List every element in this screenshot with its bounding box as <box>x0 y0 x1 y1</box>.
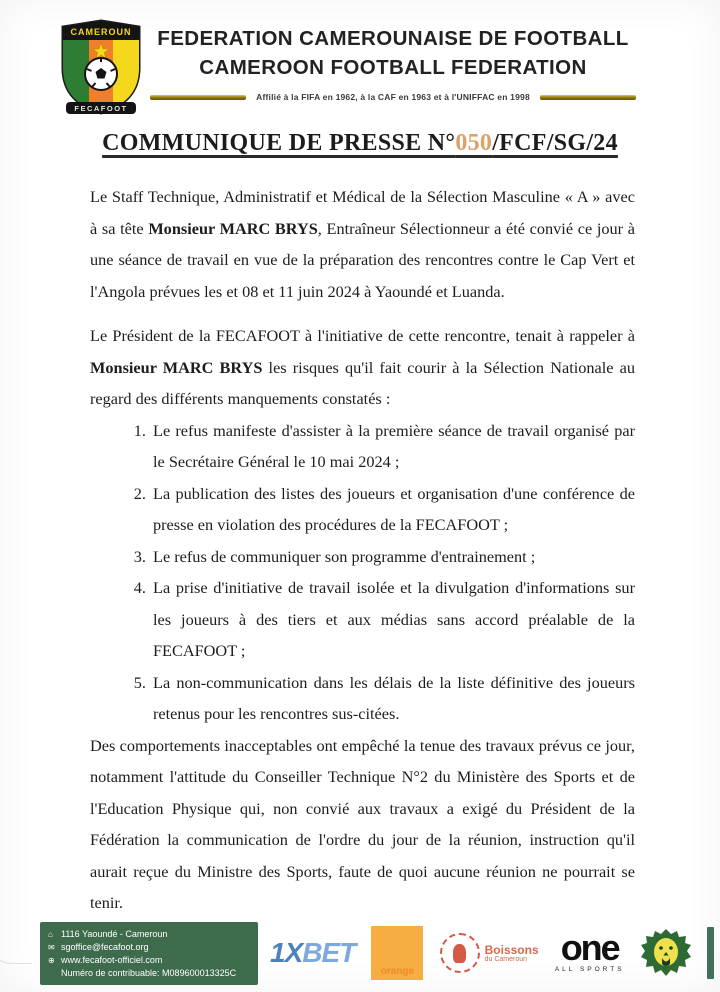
email-line <box>48 941 250 954</box>
indomitable-lions-logo <box>641 928 691 978</box>
sponsor-logos-row <box>270 926 714 980</box>
boissons-line1: Boissons <box>484 942 539 957</box>
one-all-sports-logo <box>554 927 625 973</box>
org-name-english: CAMEROON FOOTBALL FEDERATION <box>199 56 587 79</box>
gold-rule-right <box>540 95 636 100</box>
website-line <box>48 954 250 967</box>
onexbet-logo <box>270 937 355 969</box>
address-line <box>48 928 250 941</box>
title-prefix: COMMUNIQUE DE PRESSE N° <box>102 130 456 156</box>
letterhead <box>0 0 720 120</box>
boissons-wordmark <box>485 944 539 963</box>
envelope-icon: ✉ <box>48 942 55 952</box>
orange-logo <box>371 926 423 980</box>
onexbet-bet: BET <box>302 937 356 968</box>
crest-banner-label: FECAFOOT <box>74 104 128 113</box>
list-item: 2. La publication des listes des joueurs et organisation d'une conférence de presse en violation des procédures de la FECAFOOT ; <box>150 478 635 541</box>
paper-edge-artifact <box>0 734 32 964</box>
address-text: 1116 Yaoundé - Cameroun <box>61 928 168 939</box>
fecafoot-crest-logo <box>54 16 148 118</box>
email-text: sgoffice@fecafoot.org <box>61 941 149 952</box>
title-number: 050 <box>455 130 493 156</box>
boissons-du-cameroun-logo <box>440 933 539 973</box>
green-edge-bar <box>707 927 714 979</box>
website-text: www.fecafoot-officiel.com <box>61 954 163 965</box>
onexbet-1x: 1X <box>270 937 303 968</box>
paragraph-2-text-cont: les risques qu'il fait courir à la Sélection Nationale au regard des différents manquements constatés : <box>90 357 635 408</box>
globe-icon: ⊕ <box>48 955 55 965</box>
coach-name-bold-2: Monsieur MARC BRYS <box>90 357 263 377</box>
coach-name-bold: Monsieur MARC BRYS <box>148 218 318 238</box>
footer <box>0 920 720 986</box>
contact-info-box <box>40 922 258 985</box>
paragraph-1-text: Le Staff Technique, Administratif et Médical de la Sélection Masculine « A » avec à sa tête <box>90 187 635 238</box>
document-body <box>90 181 635 919</box>
list-item: 1. Le refus manifeste d'assister à la première séance de travail organisé par le Secrétaire Général le 10 mai 2024 ; <box>150 415 635 478</box>
one-wordmark: one <box>560 927 619 968</box>
boissons-line2: du Cameroun <box>484 955 528 963</box>
orange-wordmark: orange <box>380 966 415 977</box>
gold-rule-left <box>150 95 246 100</box>
house-icon: ⌂ <box>48 929 53 939</box>
tax-line <box>48 967 250 979</box>
org-name-block <box>148 24 638 82</box>
paragraph-3: Des comportements inacceptables ont empêché la tenue des travaux prévus ce jour, notamment l'attitude du Conseiller Technique N°2 du Ministère des Sports et de l'Education Physique qui, non convié aux travaux a exigé du Président de la Fédération la communication de l'ordre du jour de la réunion, instruction qu'il aurait reçue du Ministre des Sports, faute de quoi aucune réunion ne pourrait se tenir. <box>90 735 635 912</box>
list-item: 4. La prise d'initiative de travail isolée et la divulgation d'informations sur les joueurs à des tiers et aux médias sans accord préalable de la FECAFOOT ; <box>150 572 635 667</box>
org-name-french: FEDERATION CAMEROUNAISE DE FOOTBALL <box>157 27 629 50</box>
affiliation-text: Affilié à la FIFA en 1962, à la CAF en 1963 et à l'UNIFFAC en 1998 <box>256 92 530 102</box>
boissons-gear-ring-icon <box>440 933 480 973</box>
crest-country-label: CAMEROUN <box>70 27 132 37</box>
paragraph-2-text: Le Président de la FECAFOOT à l'initiative de cette rencontre, tenait à rappeler à <box>90 326 635 345</box>
boissons-lion-mark-icon <box>453 944 466 963</box>
paragraph-1-text-cont: , Entraîneur Sélectionneur a été convié ce jour à une séance de travail en vue de la préparation des rencontres contre le Cap Vert et l'Angola prévues les et 08 et 11 juin 2024 à Yaoundé et Luanda. <box>90 218 635 301</box>
grievances-list <box>90 415 635 730</box>
tax-text: Numéro de contribuable: M089600013325C <box>61 967 237 978</box>
paragraph-1 <box>90 181 635 307</box>
paragraph-2 <box>90 320 635 415</box>
one-subtitle: ALL SPORTS <box>554 966 625 973</box>
press-release-title <box>0 130 720 157</box>
list-item: 3. Le refus de communiquer son programme d'entrainement ; <box>150 541 635 573</box>
affiliation-row <box>150 92 636 102</box>
title-suffix: /FCF/SG/24 <box>492 130 618 156</box>
list-item: 5. La non-communication dans les délais de la liste définitive des joueurs retenus pour les rencontres sus-citées. <box>150 667 635 730</box>
